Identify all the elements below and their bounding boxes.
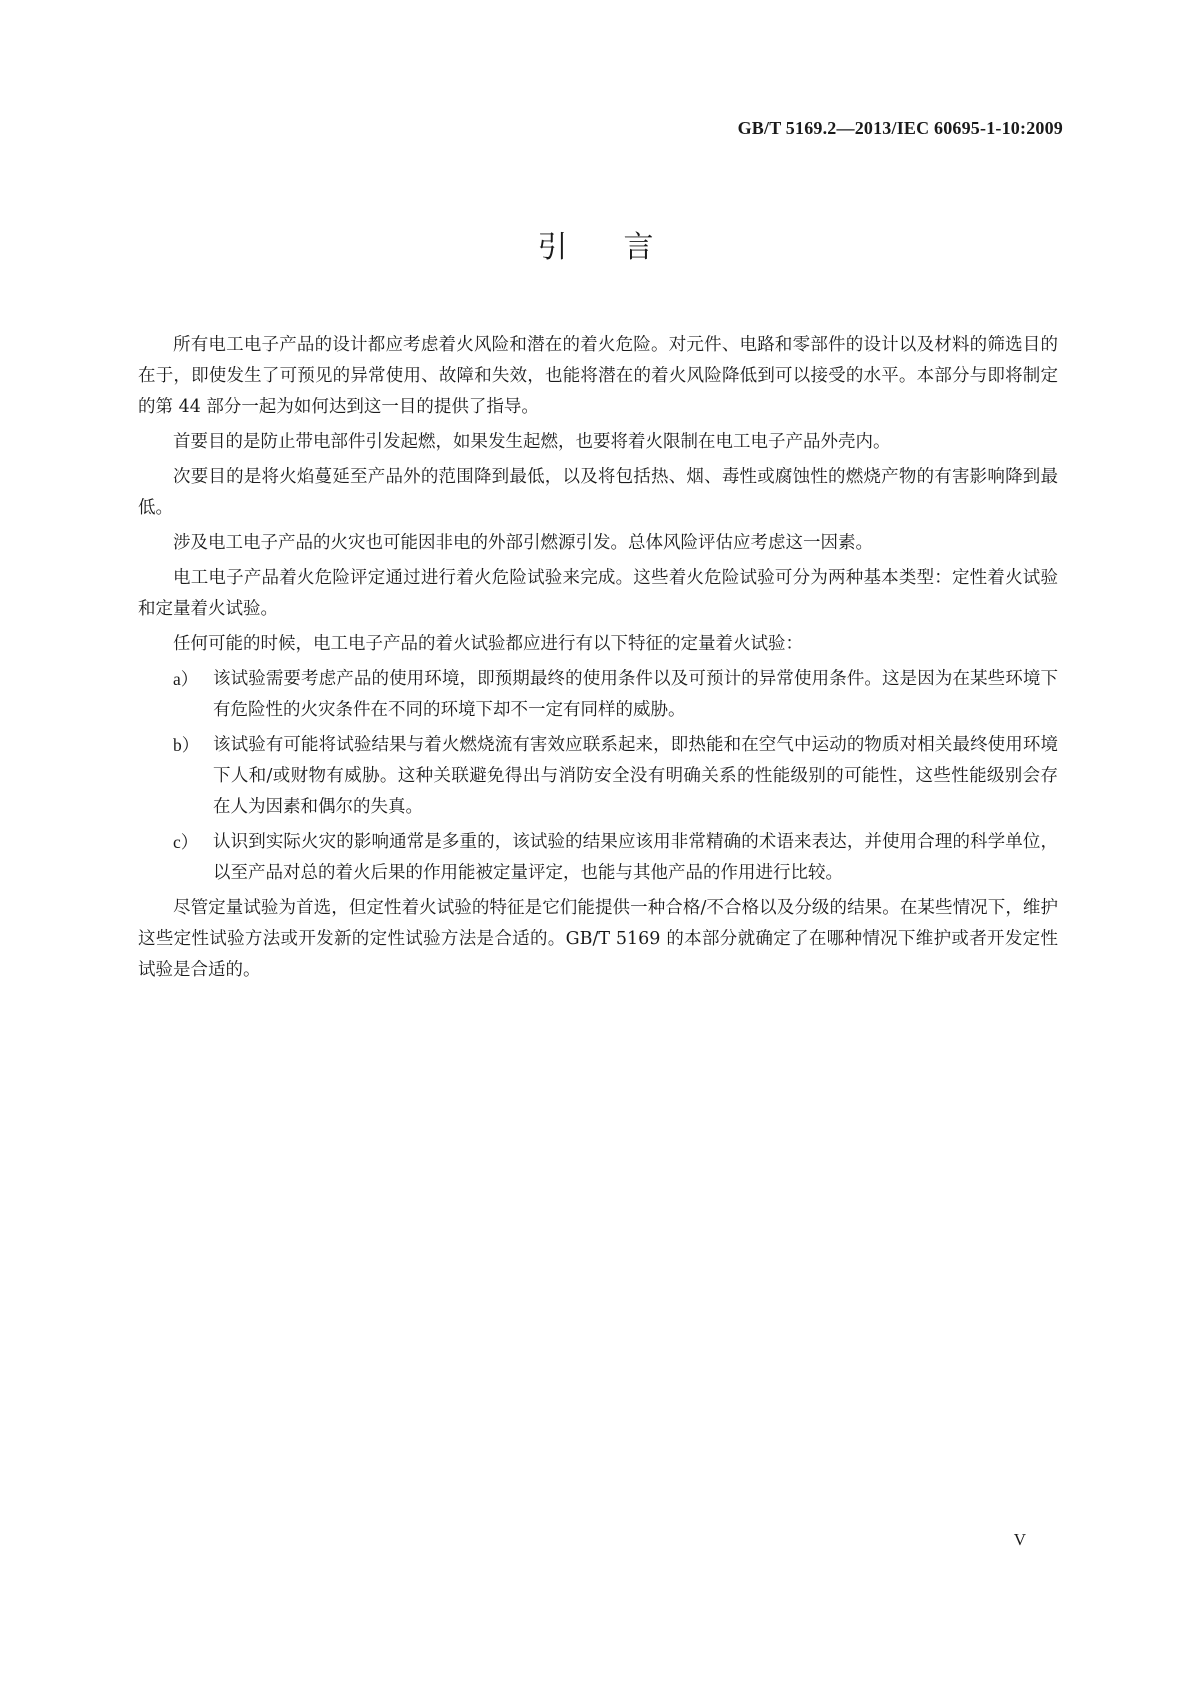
- list-item-text: 认识到实际火灾的影响通常是多重的，该试验的结果应该用非常精确的术语来表达，并使用合理的科学单位，以至产品对总的着火后果的作用能被定量评定，也能与其他产品的作用进行比较。: [213, 832, 1058, 883]
- list-item-a: [138, 664, 1058, 726]
- paragraph-2: 首要目的是防止带电部件引发起燃，如果发生起燃，也要将着火限制在电工电子产品外壳内。: [173, 432, 891, 452]
- list-marker: c）: [173, 832, 199, 852]
- list-item-text: 该试验有可能将试验结果与着火燃烧流有害效应联系起来，即热能和在空气中运动的物质对相关最终使用环境下人和/或财物有威胁。这种关联避免得出与消防安全没有明确关系的性能级别的可能性，这些性能级别会存在人为因素和偶尔的失真。: [213, 735, 1058, 817]
- list-marker: a）: [173, 669, 199, 689]
- list-marker: b）: [173, 735, 200, 755]
- paragraph-5: 电工电子产品着火危险评定通过进行着火危险试验来完成。这些着火危险试验可分为两种基本类型：定性着火试验和定量着火试验。: [138, 568, 1058, 619]
- closing-paragraph: 尽管定量试验为首选，但定性着火试验的特征是它们能提供一种合格/不合格以及分级的结果。在某些情况下，维护这些定性试验方法或开发新的定性试验方法是合适的。GB/T 5169 的本部分就确定了在哪种情况下维护或者开发定性试验是合适的。: [138, 898, 1058, 980]
- list-item-b: [138, 730, 1058, 823]
- page-number: V: [1013, 1530, 1026, 1549]
- paragraph-6: 任何可能的时候，电工电子产品的着火试验都应进行有以下特征的定量着火试验：: [173, 634, 803, 654]
- paragraph-4: 涉及电工电子产品的火灾也可能因非电的外部引燃源引发。总体风险评估应考虑这一因素。: [173, 533, 873, 553]
- section-title: 引言: [537, 230, 710, 265]
- standard-number-header: GB/T 5169.2—2013/IEC 60695-1-10:2009: [737, 118, 1063, 138]
- list-item-c: [138, 827, 1058, 889]
- list-item-text: 该试验需要考虑产品的使用环境，即预期最终的使用条件以及可预计的异常使用条件。这是因为在某些环境下有危险性的火灾条件在不同的环境下却不一定有同样的威胁。: [213, 669, 1058, 720]
- paragraph-1: 所有电工电子产品的设计都应考虑着火风险和潜在的着火危险。对元件、电路和零部件的设计以及材料的筛选目的在于，即使发生了可预见的异常使用、故障和失效，也能将潜在的着火风险降低到可以接受的水平。本部分与即将制定的第 44 部分一起为如何达到这一目的提供了指导。: [138, 335, 1058, 417]
- paragraph-3: 次要目的是将火焰蔓延至产品外的范围降到最低，以及将包括热、烟、毒性或腐蚀性的燃烧产物的有害影响降到最低。: [138, 467, 1058, 518]
- document-body: [138, 330, 1058, 990]
